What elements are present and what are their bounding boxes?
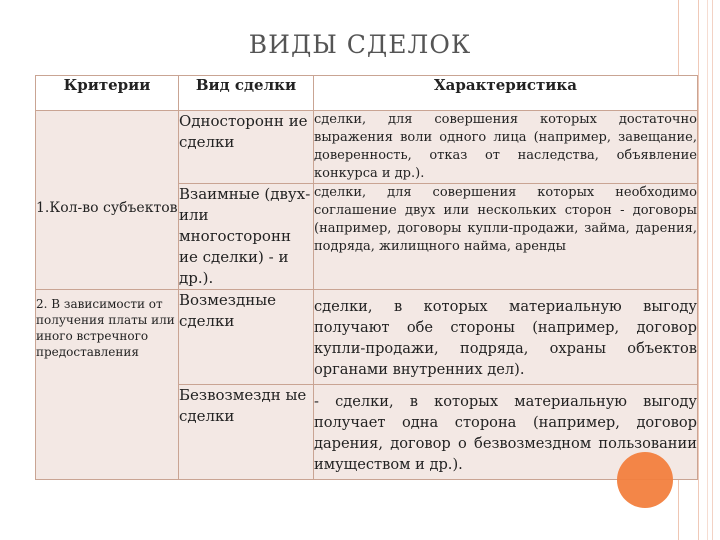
- page-title: ВИДЫ СДЕЛОК: [248, 30, 472, 59]
- type-cell: Безвозмездн ые сделки: [179, 385, 314, 480]
- criterion-cell: [36, 290, 179, 480]
- deal-types-table: [35, 75, 698, 480]
- table-header-row: [36, 76, 698, 111]
- characteristic-cell: - сделки, в которых материальную выгоду получает одна сторона (например, договор дарения, договор о безвозмездном пользовании имуществом и др.).: [314, 385, 698, 480]
- accent-circle: [617, 452, 673, 508]
- type-cell: Односторонн ие сделки: [179, 111, 314, 184]
- header-type: Вид сделки: [179, 76, 314, 111]
- characteristic-cell: сделки, в которых материальную выгоду получают обе стороны (например, договор купли-продажи, подряда, охраны объектов органами внутренних дел).: [314, 290, 698, 385]
- decor-frame-line: [698, 0, 699, 540]
- characteristic-cell: сделки, для совершения которых необходимо соглашение двух или нескольких сторон - договоры (например, договоры купли-продажи, займа, дарения, подряда, жилищного найма, аренды: [314, 184, 698, 290]
- table-row: [36, 111, 698, 184]
- type-cell: Взаимные (двух- или многосторонн ие сделки) - и др.).: [179, 184, 314, 290]
- decor-frame-line: [712, 0, 713, 540]
- criterion-text: 2. В зависимости от получения платы или иного встречного предоставления: [36, 297, 175, 359]
- header-criteria: Критерии: [36, 76, 179, 111]
- header-characteristic: Характеристика: [314, 76, 698, 111]
- criterion-text: 1.Кол-во субъектов: [36, 200, 178, 216]
- type-cell: Возмездные сделки: [179, 290, 314, 385]
- criterion-cell: [36, 111, 179, 290]
- decor-frame-line: [707, 0, 708, 540]
- table-row: [36, 290, 698, 385]
- characteristic-cell: сделки, для совершения которых достаточно выражения воли одного лица (например, завещание, доверенность, отказ от наследства, объявление конкурса и др.).: [314, 111, 698, 184]
